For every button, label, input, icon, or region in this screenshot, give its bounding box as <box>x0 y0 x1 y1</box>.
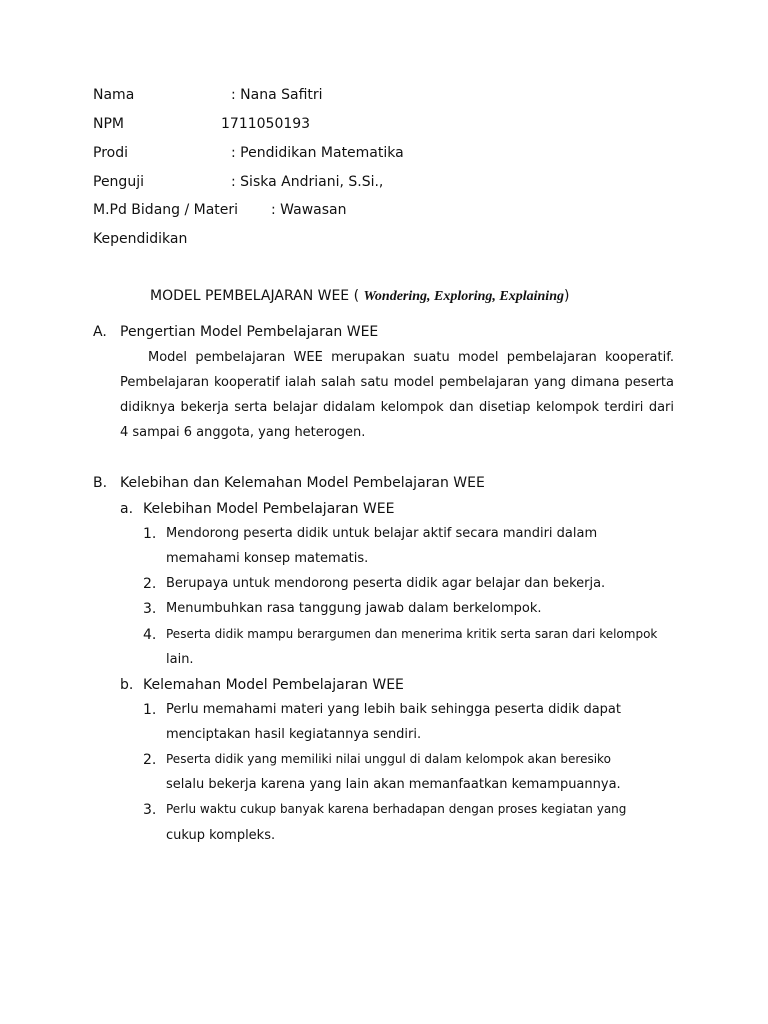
sub-a-heading: Kelebihan Model Pembelajaran WEE <box>143 501 395 517</box>
mpd-value: : Wawasan <box>271 202 347 218</box>
list-item-number: 1. <box>143 702 157 718</box>
list-item-number: 4. <box>143 627 157 643</box>
sub-a-marker: a. <box>120 501 134 517</box>
list-item-text: Peserta didik yang memiliki nilai unggul di dalam kelompok akan beresiko <box>166 752 611 766</box>
list-item-text: Berupaya untuk mendorong peserta didik agar belajar dan bekerja. <box>166 576 606 591</box>
list-item-text-continued: memahami konsep matematis. <box>166 551 369 566</box>
nama-label: Nama <box>93 87 135 103</box>
title-italic: Wondering, Exploring, Explaining <box>363 289 564 304</box>
list-item-text: Perlu memahami materi yang lebih baik sehingga peserta didik dapat <box>166 702 621 717</box>
sub-b-marker: b. <box>120 677 134 693</box>
section-a-line-1: Model pembelajaran WEE merupakan suatu model pembelajaran kooperatif. <box>148 350 674 365</box>
section-b-heading: Kelebihan dan Kelemahan Model Pembelajaran WEE <box>120 475 485 491</box>
penguji-value: : Siska Andriani, S.Si., <box>231 174 384 190</box>
mpd-label: M.Pd Bidang / Materi <box>93 202 239 218</box>
list-item-text: Mendorong peserta didik untuk belajar aktif secara mandiri dalam <box>166 526 598 541</box>
list-item-text-continued: lain. <box>166 652 194 667</box>
title-prefix: MODEL PEMBELAJARAN WEE ( <box>150 288 364 304</box>
penguji-label: Penguji <box>93 174 144 190</box>
document-title <box>150 288 569 305</box>
prodi-label: Prodi <box>93 145 128 161</box>
prodi-value: : Pendidikan Matematika <box>231 145 404 161</box>
section-a-marker: A. <box>93 324 107 340</box>
npm-value: 1711050193 <box>221 116 311 132</box>
list-item-text: Menumbuhkan rasa tanggung jawab dalam berkelompok. <box>166 601 542 616</box>
section-a-heading: Pengertian Model Pembelajaran WEE <box>120 324 379 340</box>
nama-value: : Nana Safitri <box>231 87 323 103</box>
list-item-text: Peserta didik mampu berargumen dan menerima kritik serta saran dari kelompok <box>166 627 658 641</box>
list-item-number: 3. <box>143 601 157 617</box>
list-item-text-continued: cukup kompleks. <box>166 828 276 843</box>
title-suffix: ) <box>563 288 570 304</box>
list-item-text-continued: selalu bekerja karena yang lain akan memanfaatkan kemampuannya. <box>166 777 621 792</box>
list-item-number: 1. <box>143 526 157 542</box>
kependidikan-text: Kependidikan <box>93 231 188 247</box>
list-item-text-continued: menciptakan hasil kegiatannya sendiri. <box>166 727 422 742</box>
sub-b-heading: Kelemahan Model Pembelajaran WEE <box>143 677 404 693</box>
npm-label: NPM <box>93 116 124 132</box>
section-a-line-4: 4 sampai 6 anggota, yang heterogen. <box>120 425 366 440</box>
list-item-number: 2. <box>143 576 157 592</box>
section-b-marker: B. <box>93 475 108 491</box>
list-item-number: 3. <box>143 802 157 818</box>
list-item-number: 2. <box>143 752 157 768</box>
list-item-text: Perlu waktu cukup banyak karena berhadapan dengan proses kegiatan yang <box>166 802 627 816</box>
section-a-line-2: Pembelajaran kooperatif ialah salah satu model pembelajaran yang dimana peserta <box>120 375 674 390</box>
section-a-line-3: didiknya bekerja serta belajar didalam kelompok dan disetiap kelompok terdiri dari <box>120 400 674 415</box>
